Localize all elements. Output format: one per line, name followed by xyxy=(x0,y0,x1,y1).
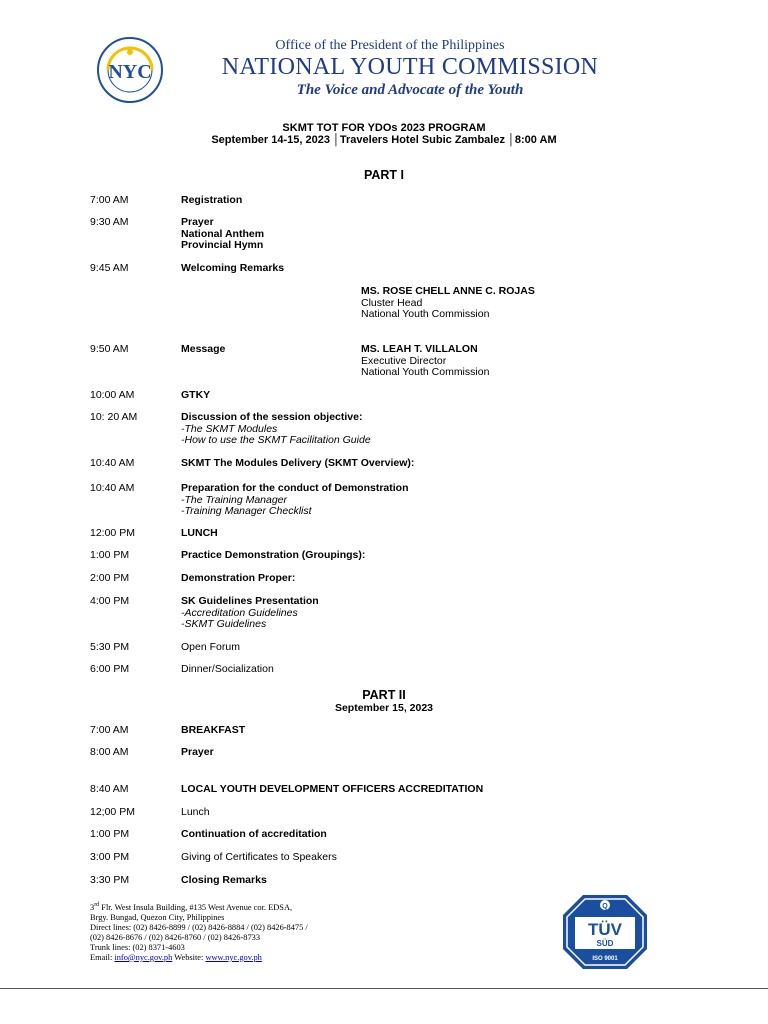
row-time: 9:50 AM xyxy=(90,343,129,355)
nyc-logo xyxy=(88,36,172,104)
row-time: 10:40 AM xyxy=(90,457,135,469)
commission-name: NATIONAL YOUTH COMMISSION xyxy=(221,54,599,80)
row-activity: SKMT The Modules Delivery (SKMT Overview): xyxy=(181,457,415,469)
row-time: 2:00 PM xyxy=(90,572,130,584)
row-activity: Prayer National Anthem Provincial Hymn xyxy=(181,216,265,251)
row-time: 5:30 PM xyxy=(90,641,130,653)
row-time: 3:30 PM xyxy=(90,874,130,886)
office-line: Office of the President of the Philippines xyxy=(275,38,505,53)
row-activity: BREAKFAST xyxy=(181,724,246,736)
row-activity: GTKY xyxy=(181,389,211,401)
row-activity: Dinner/Socialization xyxy=(181,663,274,675)
direct-lines-1: Direct lines: (02) 8426-8899 / (02) 8426-8884 / (02) 8426-8475 / xyxy=(90,922,308,932)
speaker-org: National Youth Commission xyxy=(361,308,490,320)
row-activity: Closing Remarks xyxy=(181,874,267,886)
row-activity: Registration xyxy=(181,194,243,206)
speaker-name: MS. LEAH T. VILLALON xyxy=(361,343,478,355)
logo-text: NYC xyxy=(108,61,152,83)
row-time: 9:30 AM xyxy=(90,216,129,228)
row-time: 10: 20 AM xyxy=(90,411,138,423)
part1-title: PART I xyxy=(363,168,405,182)
website-link[interactable]: www.nyc.gov.ph xyxy=(205,952,262,962)
footer-divider xyxy=(0,988,768,989)
row-activity: Giving of Certificates to Speakers xyxy=(181,851,337,863)
row-activity: SK Guidelines Presentation -Accreditation Guidelines -SKMT Guidelines xyxy=(181,595,319,630)
row-activity: Discussion of the session objective: -The SKMT Modules -How to use the SKMT Facilitation Guide xyxy=(181,411,371,446)
tuv-iso-badge xyxy=(561,893,649,971)
direct-lines-2: (02) 8426-8676 / (02) 8426-8760 / (02) 8426-8733 xyxy=(90,932,261,942)
tagline: The Voice and Advocate of the Youth xyxy=(296,82,524,98)
row-activity: Welcoming Remarks xyxy=(181,262,285,274)
row-activity: Demonstration Proper: xyxy=(181,572,296,584)
speaker-org: National Youth Commission xyxy=(361,366,490,378)
row-time: 7:00 AM xyxy=(90,194,129,206)
row-activity: Continuation of accreditation xyxy=(181,828,327,840)
row-activity: Open Forum xyxy=(181,641,240,653)
program-title: SKMT TOT FOR YDOs 2023 PROGRAM xyxy=(282,122,486,134)
row-activity: Practice Demonstration (Groupings): xyxy=(181,549,366,561)
row-time: 10:40 AM xyxy=(90,482,135,494)
row-activity: Message xyxy=(181,343,226,355)
speaker-name: MS. ROSE CHELL ANNE C. ROJAS xyxy=(361,285,535,297)
tuv-sub: SÜD xyxy=(596,939,614,948)
address-line-2: Brgy. Bungad, Quezon City, Philippines xyxy=(90,912,225,922)
speaker-role: Cluster Head xyxy=(361,296,423,309)
part2-title: PART II xyxy=(362,688,406,702)
trunk-lines: Trunk lines: (02) 8371-4603 xyxy=(90,942,185,952)
speaker xyxy=(361,344,621,379)
program-subtitle: September 14-15, 2023 │Travelers Hotel Subic Zambalez │8:00 AM xyxy=(211,134,557,146)
row-activity: Lunch xyxy=(181,806,210,818)
row-time: 12:00 PM xyxy=(90,527,135,539)
row-time: 8:40 AM xyxy=(90,783,129,795)
row-time: 3:00 PM xyxy=(90,851,130,863)
speaker xyxy=(361,286,621,321)
row-time: 12;00 PM xyxy=(90,806,135,818)
part2-date: September 15, 2023 xyxy=(334,702,434,714)
speaker-role: Executive Director xyxy=(361,354,447,367)
tuv-standard: ISO 9001 xyxy=(592,956,618,962)
address-line-1: 3rd Flr. West Insula Building, #135 West Avenue cor. EDSA, xyxy=(90,902,293,912)
row-time: 6:00 PM xyxy=(90,663,130,675)
row-activity: Preparation for the conduct of Demonstration -The Training Manager -Training Manager Checklist xyxy=(181,482,409,517)
row-activity: LUNCH xyxy=(181,527,218,539)
row-time: 8:00 AM xyxy=(90,746,129,758)
row-activity: Prayer xyxy=(181,746,214,758)
row-time: 10:00 AM xyxy=(90,389,135,401)
row-time: 1:00 PM xyxy=(90,549,130,561)
email-link[interactable]: info@nyc.gov.ph xyxy=(114,952,173,962)
row-time: 9:45 AM xyxy=(90,262,129,274)
row-time: 4:00 PM xyxy=(90,595,130,607)
tuv-mark: Q xyxy=(602,903,608,910)
tuv-brand: TÜV xyxy=(588,920,622,939)
row-time: 7:00 AM xyxy=(90,724,129,736)
row-time: 1:00 PM xyxy=(90,828,130,840)
row-activity: LOCAL YOUTH DEVELOPMENT OFFICERS ACCREDITATION xyxy=(181,783,484,795)
footer-contact xyxy=(90,900,308,963)
email-website-line: Email: info@nyc.gov.ph Website: www.nyc.gov.ph xyxy=(90,952,262,962)
